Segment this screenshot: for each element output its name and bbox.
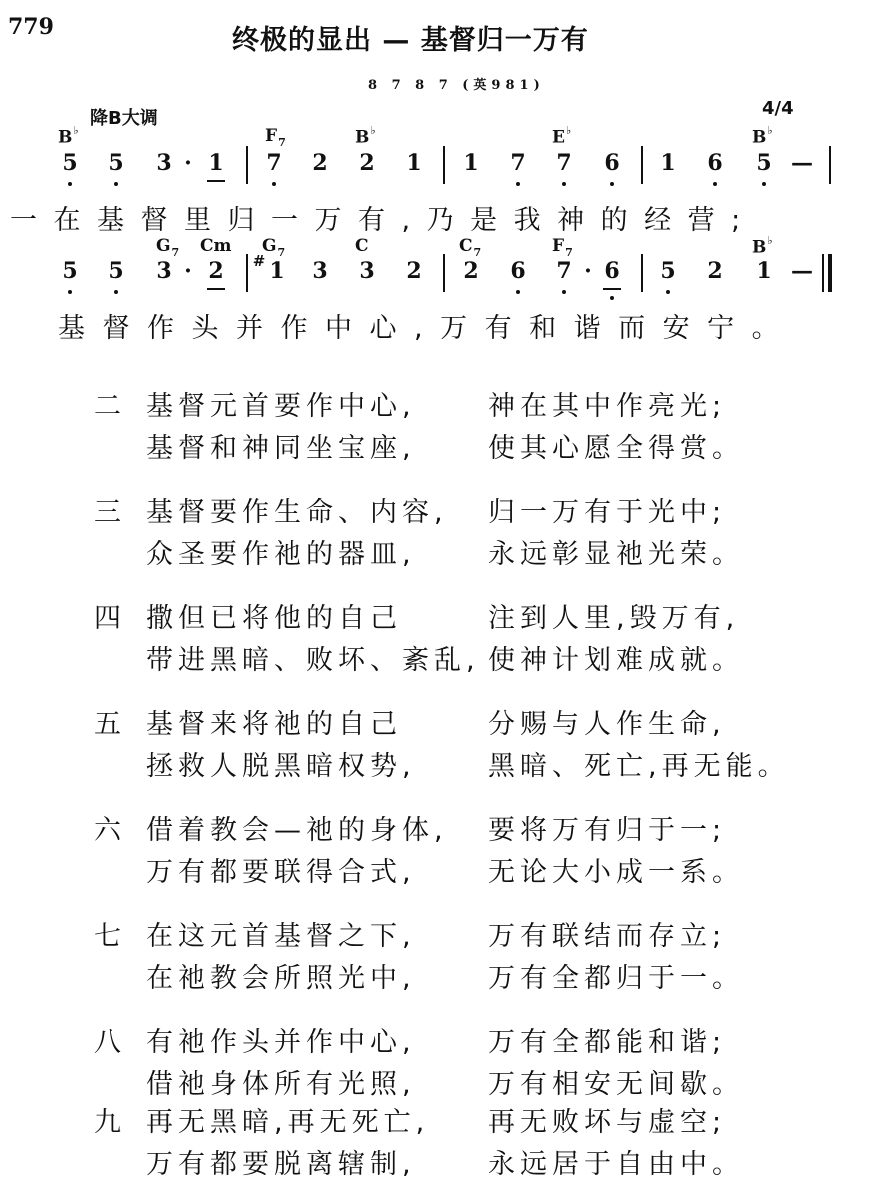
verse-line: 黑暗、死亡,再无能。 — [488, 751, 790, 782]
note: 6 — [510, 258, 526, 284]
note: 5 — [62, 150, 78, 176]
chord-cm: Cm — [200, 236, 232, 256]
verse-line: 基督元首要作中心, — [146, 391, 416, 422]
verse-line: 万有联结而存立; — [488, 921, 727, 952]
verse-line: 万有都要联得合式, — [146, 857, 416, 888]
note: 7 — [266, 150, 282, 176]
chord-g7-2: $G_7$ — [262, 236, 286, 260]
chord-f7-2: $F_7$ — [552, 236, 573, 260]
low-octave-dot — [610, 182, 614, 186]
sharp-sign: # — [252, 252, 266, 270]
note: 3 — [156, 150, 172, 176]
chord-e-flat: E♭ — [552, 124, 572, 148]
low-octave-dot — [68, 290, 72, 294]
note: 3 — [312, 258, 328, 284]
note: 6 — [604, 258, 620, 284]
verse-line: 再无黑暗,再无死亡, — [146, 1107, 430, 1138]
note: 6 — [604, 150, 620, 176]
low-octave-dot — [516, 290, 520, 294]
verse-line: 万有相安无间歇。 — [488, 1069, 744, 1100]
note-hold: — — [791, 150, 813, 176]
final-barline-thin — [822, 254, 824, 292]
note-dot: · — [584, 258, 592, 284]
note-dot: · — [184, 258, 192, 284]
verse-number: 五 — [94, 709, 121, 740]
verse-line: 有祂作头并作中心, — [146, 1027, 416, 1058]
verse-line: 基督来将祂的自己 — [146, 709, 402, 740]
note: 5 — [660, 258, 676, 284]
note: 1 — [406, 150, 422, 176]
chord-b-flat-3: B♭ — [752, 124, 773, 148]
barline — [829, 146, 831, 184]
note: 1 — [208, 150, 224, 176]
note-hold: — — [791, 258, 813, 284]
low-octave-dot — [666, 290, 670, 294]
note: 1 — [660, 150, 676, 176]
verse-line: 拯救人脱黑暗权势, — [146, 751, 416, 782]
time-signature: 4/4 — [762, 98, 794, 119]
verse-line: 万有全都能和谐; — [488, 1027, 727, 1058]
lyric-line-2: 基督作头并作中心,万有和谐而安宁。 — [58, 313, 797, 344]
note: 3 — [156, 258, 172, 284]
note: 1 — [463, 150, 479, 176]
hymn-title: 终极的显出 — 基督归一万有 — [232, 25, 589, 56]
note-dot: · — [184, 150, 192, 176]
chord-b-flat-4: B♭ — [752, 234, 773, 258]
barline — [641, 146, 643, 184]
barline — [246, 254, 248, 292]
verse-line: 要将万有归于一; — [488, 815, 727, 846]
barline — [246, 146, 248, 184]
note: 7 — [510, 150, 526, 176]
eighth-underline — [207, 288, 225, 290]
verse-number: 七 — [94, 921, 121, 952]
verse-number: 二 — [94, 391, 121, 422]
note: 2 — [406, 258, 422, 284]
low-octave-dot — [762, 182, 766, 186]
barline — [641, 254, 643, 292]
verse-line: 使其心愿全得赏。 — [488, 433, 744, 464]
chord-f7-1: $F_7$ — [265, 126, 286, 150]
verse-line: 基督要作生命、内容, — [146, 497, 448, 528]
verse-line: 在这元首基督之下, — [146, 921, 416, 952]
verse-line: 无论大小成一系。 — [488, 857, 744, 888]
low-octave-dot — [516, 182, 520, 186]
note: 5 — [108, 150, 124, 176]
chord-g7-1: $G_7$ — [156, 236, 180, 260]
verse-line: 再无败坏与虚空; — [488, 1107, 727, 1138]
barline — [443, 146, 445, 184]
verse-number: 九 — [94, 1107, 121, 1138]
note: 5 — [108, 258, 124, 284]
chord-c7: $C_7$ — [459, 236, 482, 260]
note: 7 — [556, 258, 572, 284]
note: 2 — [463, 258, 479, 284]
barline — [443, 254, 445, 292]
low-octave-dot — [114, 290, 118, 294]
low-octave-dot — [114, 182, 118, 186]
verse-line: 借祂身体所有光照, — [146, 1069, 416, 1100]
chord-b-flat-2: B♭ — [355, 124, 376, 148]
low-octave-dot — [272, 182, 276, 186]
verse-number: 六 — [94, 815, 121, 846]
hymn-number: 779 — [8, 14, 54, 40]
note: 2 — [312, 150, 328, 176]
verse-line: 永远居于自由中。 — [488, 1149, 744, 1180]
low-octave-dot — [610, 296, 614, 300]
verse-line: 万有全都归于一。 — [488, 963, 744, 994]
note: 1 — [756, 258, 772, 284]
verse-number: 四 — [94, 603, 121, 634]
verse-line: 撒但已将他的自己 — [146, 603, 402, 634]
key-label: 降B大调 — [90, 108, 158, 129]
note: 5 — [62, 258, 78, 284]
note: 3 — [359, 258, 375, 284]
chord-c: C — [355, 236, 369, 256]
verse-number: 八 — [94, 1027, 121, 1058]
low-octave-dot — [562, 182, 566, 186]
meter-line: 8 7 8 7 (英981) — [368, 78, 545, 93]
low-octave-dot — [713, 182, 717, 186]
eighth-underline — [207, 180, 225, 182]
verse-number: 三 — [94, 497, 121, 528]
note: 2 — [208, 258, 224, 284]
low-octave-dot — [68, 182, 72, 186]
note: 2 — [707, 258, 723, 284]
verse-line: 使神计划难成就。 — [488, 645, 744, 676]
verse-line: 众圣要作祂的器皿, — [146, 539, 416, 570]
low-octave-dot — [562, 290, 566, 294]
verse-line: 神在其中作亮光; — [488, 391, 727, 422]
verse-line: 永远彰显祂光荣。 — [488, 539, 744, 570]
note: 7 — [556, 150, 572, 176]
note: 2 — [359, 150, 375, 176]
verse-line: 分赐与人作生命, — [488, 709, 726, 740]
verse-line: 借着教会—祂的身体, — [146, 815, 448, 846]
verse-line: 在祂教会所照光中, — [146, 963, 416, 994]
verse-line: 带进黑暗、败坏、紊乱, — [146, 645, 480, 676]
eighth-underline — [603, 288, 621, 290]
note: 1 — [269, 258, 285, 284]
lyric-line-1: 一在基督里归一万有,乃是我神的经营; — [10, 205, 757, 236]
final-barline-thick — [828, 254, 832, 292]
chord-b-flat-1: B♭ — [58, 124, 79, 148]
verse-line: 注到人里,毁万有, — [488, 603, 740, 634]
verse-line: 万有都要脱离辖制, — [146, 1149, 416, 1180]
verse-line: 归一万有于光中; — [488, 497, 727, 528]
verse-line: 基督和神同坐宝座, — [146, 433, 416, 464]
note: 5 — [756, 150, 772, 176]
note: 6 — [707, 150, 723, 176]
